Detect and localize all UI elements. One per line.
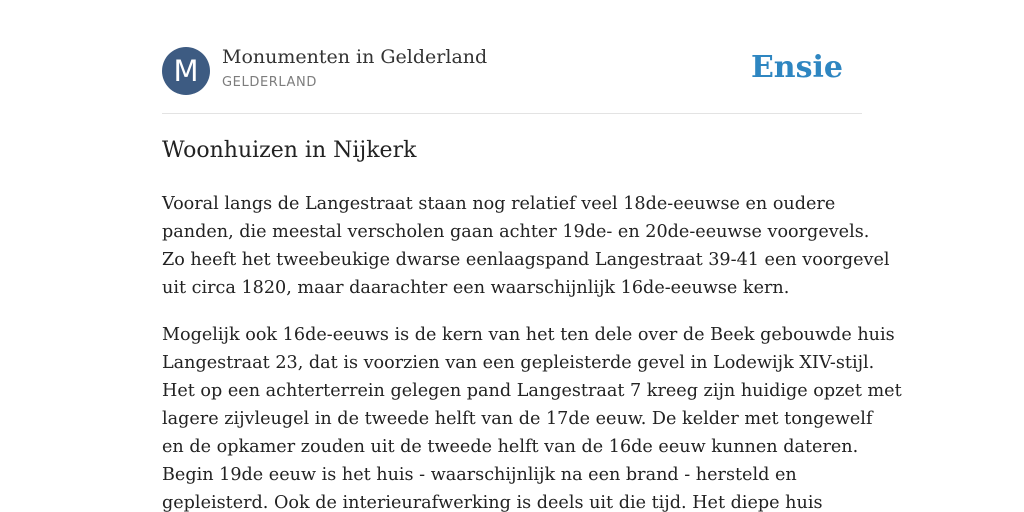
text-line: Vooral langs de Langestraat staan nog relatief veel 18de-eeuwse en oudere (162, 194, 836, 214)
text-line: panden, die meestal verscholen gaan achter 19de- en 20de-eeuwse voorgevels. (162, 222, 870, 242)
header (162, 46, 862, 96)
paragraph (162, 190, 890, 302)
text-line: Mogelijk ook 16de-eeuws is de kern van het ten dele over de Beek gebouwde huis (162, 325, 895, 345)
text-line: Begin 19de eeuw is het huis - waarschijnlijk na een brand - hersteld en (162, 465, 797, 485)
text-line: Het op een achterterrein gelegen pand Langestraat 7 kreeg zijn huidige opzet met (162, 381, 902, 401)
header-divider (162, 113, 862, 114)
site-title-link[interactable]: Monumenten in Gelderland (222, 46, 488, 68)
text-line: lagere zijvleugel in de tweede helft van de 17de eeuw. De kelder met tongewelf (162, 409, 873, 429)
text-line: gepleisterd. Ook de interieurafwerking is deels uit die tijd. Het diepe huis (162, 493, 823, 512)
ensie-logo[interactable]: Ensie (750, 50, 843, 85)
text-line: en de opkamer zouden uit de tweede helft van de 16de eeuw kunnen dateren. (162, 437, 859, 457)
article-body (162, 190, 902, 512)
avatar[interactable]: M (162, 47, 210, 95)
text-line: Langestraat 23, dat is voorzien van een gepleisterde gevel in Lodewijk XIV-stijl. (162, 353, 875, 373)
site-category-label: GELDERLAND (222, 75, 317, 90)
paragraph (162, 321, 902, 512)
article-title: Woonhuizen in Nijkerk (162, 138, 417, 163)
text-line: Zo heeft het tweebeukige dwarse eenlaagspand Langestraat 39-41 een voorgevel (162, 250, 890, 270)
text-line: uit circa 1820, maar daarachter een waarschijnlijk 16de-eeuwse kern. (162, 278, 790, 298)
